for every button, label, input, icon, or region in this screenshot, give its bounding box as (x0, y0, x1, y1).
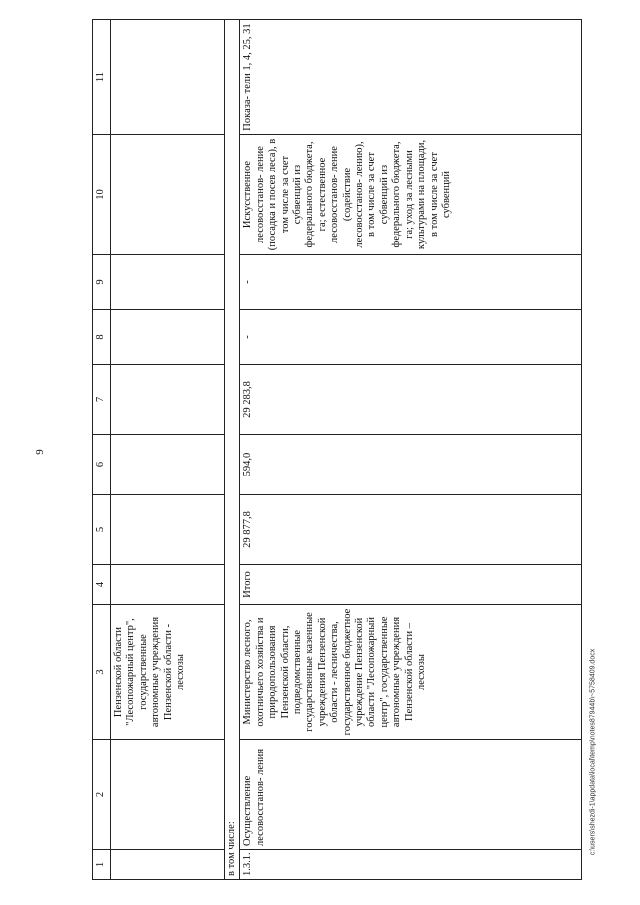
subheading-row (225, 20, 240, 880)
header-cell-9: 9 (93, 255, 111, 310)
header-cell-4: 4 (93, 565, 111, 605)
header-cell-3: 3 (93, 605, 111, 740)
continued-cell-2 (111, 740, 225, 850)
amount-col9-cell: - (240, 255, 582, 310)
continued-cell-1 (111, 850, 225, 880)
continued-executor-cell: Пензенской области "Лесопожарный центр", государственные автономные учреждения Пензенской области - лесхозы (111, 605, 225, 740)
continued-cell-9 (111, 255, 225, 310)
indicator-reference-cell: Показа- тели 1, 4, 25, 31 (240, 20, 582, 135)
rotated-table-wrapper (92, 20, 582, 880)
amount-col7-cell: 29 283,8 (240, 365, 582, 435)
header-cell-2: 2 (93, 740, 111, 850)
header-cell-6: 6 (93, 435, 111, 495)
continued-cell-8 (111, 310, 225, 365)
program-table (92, 19, 582, 880)
funding-source-cell: Итого (240, 565, 582, 605)
header-cell-8: 8 (93, 310, 111, 365)
activity-name-cell: Осуществление лесовосстанов- ления (240, 740, 582, 850)
executor-cell: Министерство лесного, охотничьего хозяйства и природопользования Пензенской области, подведомственные государственные казенные учреждения Пензенской области - лесничества, государственное бюджетное учреждение Пензенской области "Лесопожарный центр", государственные автономные учреждения Пензенской области – лесхозы (240, 605, 582, 740)
continued-cell-11 (111, 20, 225, 135)
amount-col6-cell: 594,0 (240, 435, 582, 495)
indicator-description-cell: Искусственное лесовосстанов- ление (посадка и посев леса), в том числе за счет субвенций из федерального бюджета, га; естественное лесовосстанов- ление (содействие лесовосстанов- лению), в том числе за счет субвенций из федерального бюджета, га; уход за лесными культурами на площади, в том числе за счет субвенций (240, 135, 582, 255)
continued-cell-7 (111, 365, 225, 435)
continued-cell-5 (111, 495, 225, 565)
page-number: 9 (34, 449, 46, 455)
header-cell-7: 7 (93, 365, 111, 435)
amount-col8-cell: - (240, 310, 582, 365)
header-cell-11: 11 (93, 20, 111, 135)
header-row (93, 20, 111, 880)
continued-cell-4 (111, 565, 225, 605)
total-amount-cell: 29 877,8 (240, 495, 582, 565)
continued-row (111, 20, 225, 880)
row-number-cell: 1.3.1. (240, 850, 582, 880)
header-cell-1: 1 (93, 850, 111, 880)
header-cell-10: 10 (93, 135, 111, 255)
header-cell-5: 5 (93, 495, 111, 565)
subheading-cell: в том числе: (225, 20, 240, 880)
continued-cell-6 (111, 435, 225, 495)
continued-cell-10 (111, 135, 225, 255)
footer-file-path: c:\users\shezdi-1\appdata\local\temp\notes87944b\~5758409.docx (589, 648, 597, 856)
table-row (240, 20, 582, 880)
